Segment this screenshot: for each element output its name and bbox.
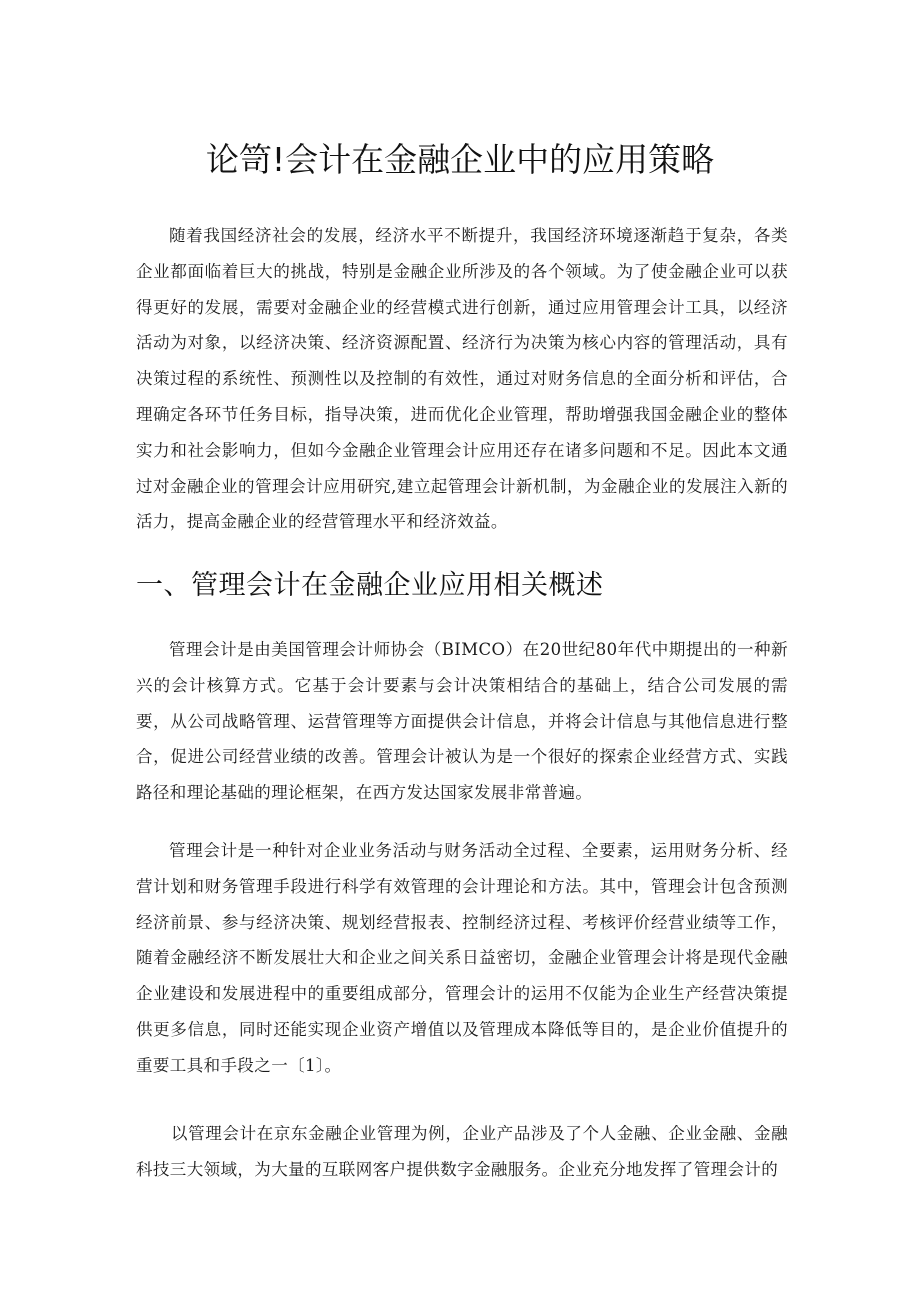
body-paragraph: 管理会计是由美国管理会计师协会（BIMCO）在20世纪80年代中期提出的一种新兴的会计核算方式。它基于会计要素与会计决策相结合的基础上，结合公司发展的需要，从公司战略管理、运营管理等方面提供会计信息，并将会计信息与其他信息进行整合，促进公司经营业绩的改善。管理会计被认为是一个很好的探索企业经营方式、实践路径和理论基础的理论框架，在西方发达国家发展非常普遍。 [136, 640, 788, 803]
document-title: 论笥!会计在金融企业中的应用策略 [205, 140, 715, 179]
section-heading: 一、管理会计在金融企业应用相关概述 [136, 570, 604, 601]
body-paragraph: 管理会计是一种针对企业业务活动与财务活动全过程、全要素，运用财务分析、经营计划和财务管理手段进行科学有效管理的会计理论和方法。其中，管理会计包含预测经济前景、参与经济决策、规划经营报表、控制经济过程、考核评价经营业绩等工作，随着金融经济不断发展壮大和企业之间关系日益密切，金融企业管理会计将是现代金融企业建设和发展进程中的重要组成部分，管理会计的运用不仅能为企业生产经营决策提供更多信息，同时还能实现企业资产增值以及管理成本降低等目的，是企业价值提升的重要工具和手段之一〔1〕。 [136, 841, 788, 1075]
intro-paragraph: 随着我国经济社会的发展，经济水平不断提升，我国经济环境逐渐趋于复杂，各类企业都面临着巨大的挑战，特别是金融企业所涉及的各个领域。为了使金融企业可以获得更好的发展，需要对金融企业的经营模式进行创新，通过应用管理会计工具，以经济活动为对象，以经济决策、经济资源配置、经济行为决策为核心内容的管理活动，具有决策过程的系统性、预测性以及控制的有效性，通过对财务信息的全面分析和评估，合理确定各环节任务目标，指导决策，进而优化企业管理，帮助增强我国金融企业的整体实力和社会影响力，但如今金融企业管理会计应用还存在诸多问题和不足。因此本文通过对金融企业的管理会计应用研究,建立起管理会计新机制，为金融企业的发展注入新的活力，提高金融企业的经营管理水平和经济效益。 [136, 226, 788, 532]
body-paragraph: 以管理会计在京东金融企业管理为例，企业产品涉及了个人金融、企业金融、金融科技三大领域，为大量的互联网客户提供数字金融服务。企业充分地发挥了管理会计的 [136, 1124, 788, 1179]
